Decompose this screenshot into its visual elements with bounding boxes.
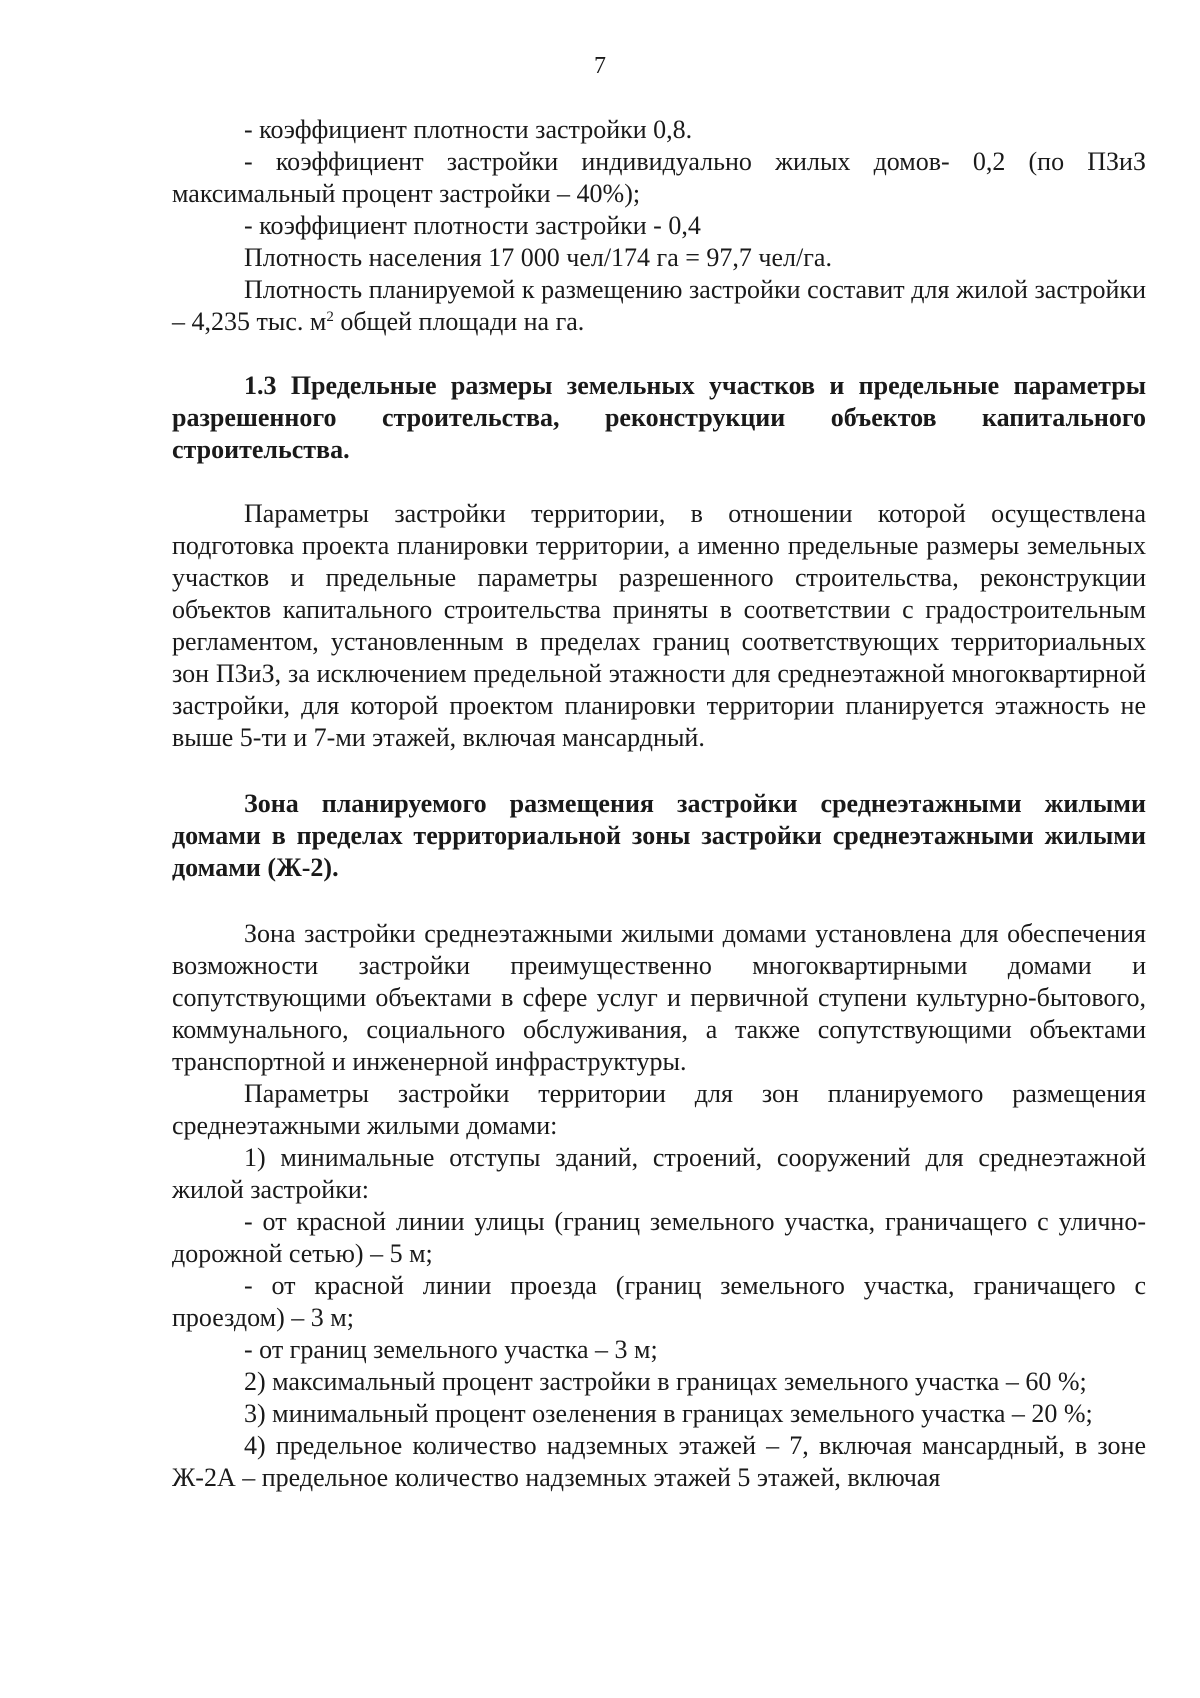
zone-item-4: 4) предельное количество надземных этажей – 7, включая мансардный, в зоне Ж-2А – предельное количество надземных этажей 5 этажей, включая — [172, 1431, 1146, 1492]
density-coefficient-line: - коэффициент плотности застройки 0,8. — [244, 115, 693, 144]
page-number: 7 — [594, 53, 606, 79]
zone-item-3: 3) минимальный процент озеленения в границах земельного участка – 20 %; — [244, 1399, 1093, 1428]
zone-paragraph-1: Зона застройки среднеэтажными жилыми домами установлена для обеспечения возможности застройки преимущественно многоквартирными домами и сопутствующими объектами в сфере услуг и первичной ступени культурно-бытового, коммунального, социального обслуживания, а также сопутствующими объектами транспортной и инженерной инфраструктуры. — [172, 919, 1146, 1076]
page-body — [172, 114, 1146, 1494]
planned-density-line — [172, 274, 1146, 338]
section-1-3-paragraph: Параметры застройки территории, в отношении которой осуществлена подготовка проекта планировки территории, а именно предельные размеры земельных участков и предельные параметры разрешенного строительства, реконструкции объектов капитального строительства приняты в соответствии с градостроительным регламентом, установленным в пределах границ соответствующих территориальных зон ПЗиЗ, за исключением предельной этажности для среднеэтажной многоквартирной застройки, для которой проектом планировки территории планируется этажность не выше 5-ти и 7-ми этажей, включая мансардный. — [172, 499, 1146, 752]
zone-heading: Зона планируемого размещения застройки среднеэтажными жилыми домами в пределах территориальной зоны застройки среднеэтажными жилыми домами (Ж-2). — [172, 789, 1146, 882]
planned-density-text: Плотность планируемой к размещению застройки составит для жилой застройки – 4,235 тыс. м — [172, 275, 1146, 336]
density-coefficient-line-2: - коэффициент плотности застройки - 0,4 — [244, 211, 701, 240]
zone-item-1: 1) минимальные отступы зданий, строений, сооружений для среднеэтажной жилой застройки: — [172, 1143, 1146, 1204]
planned-density-text-end: общей площади на га. — [333, 307, 585, 336]
building-coefficient-line: - коэффициент застройки индивидуально жилых домов- 0,2 (по ПЗиЗ максимальный процент застройки – 40%); — [172, 147, 1146, 208]
zone-item-1b: - от красной линии проезда (границ земельного участка, граничащего с проездом) – 3 м; — [172, 1271, 1146, 1332]
zone-item-1c: - от границ земельного участка – 3 м; — [244, 1335, 658, 1364]
section-1-3-heading: 1.3 Предельные размеры земельных участков и предельные параметры разрешенного строительства, реконструкции объектов капитального строительства. — [172, 371, 1146, 464]
zone-paragraph-2: Параметры застройки территории для зон планируемого размещения среднеэтажными жилыми домами: — [172, 1079, 1146, 1140]
population-density-line: Плотность населения 17 000 чел/174 га = 97,7 чел/га. — [244, 243, 832, 272]
zone-item-2: 2) максимальный процент застройки в границах земельного участка – 60 %; — [244, 1367, 1087, 1396]
zone-item-1a: - от красной линии улицы (границ земельного участка, граничащего с улично-дорожной сетью) – 5 м; — [172, 1207, 1146, 1268]
planned-density-superscript: 2 — [326, 309, 334, 325]
